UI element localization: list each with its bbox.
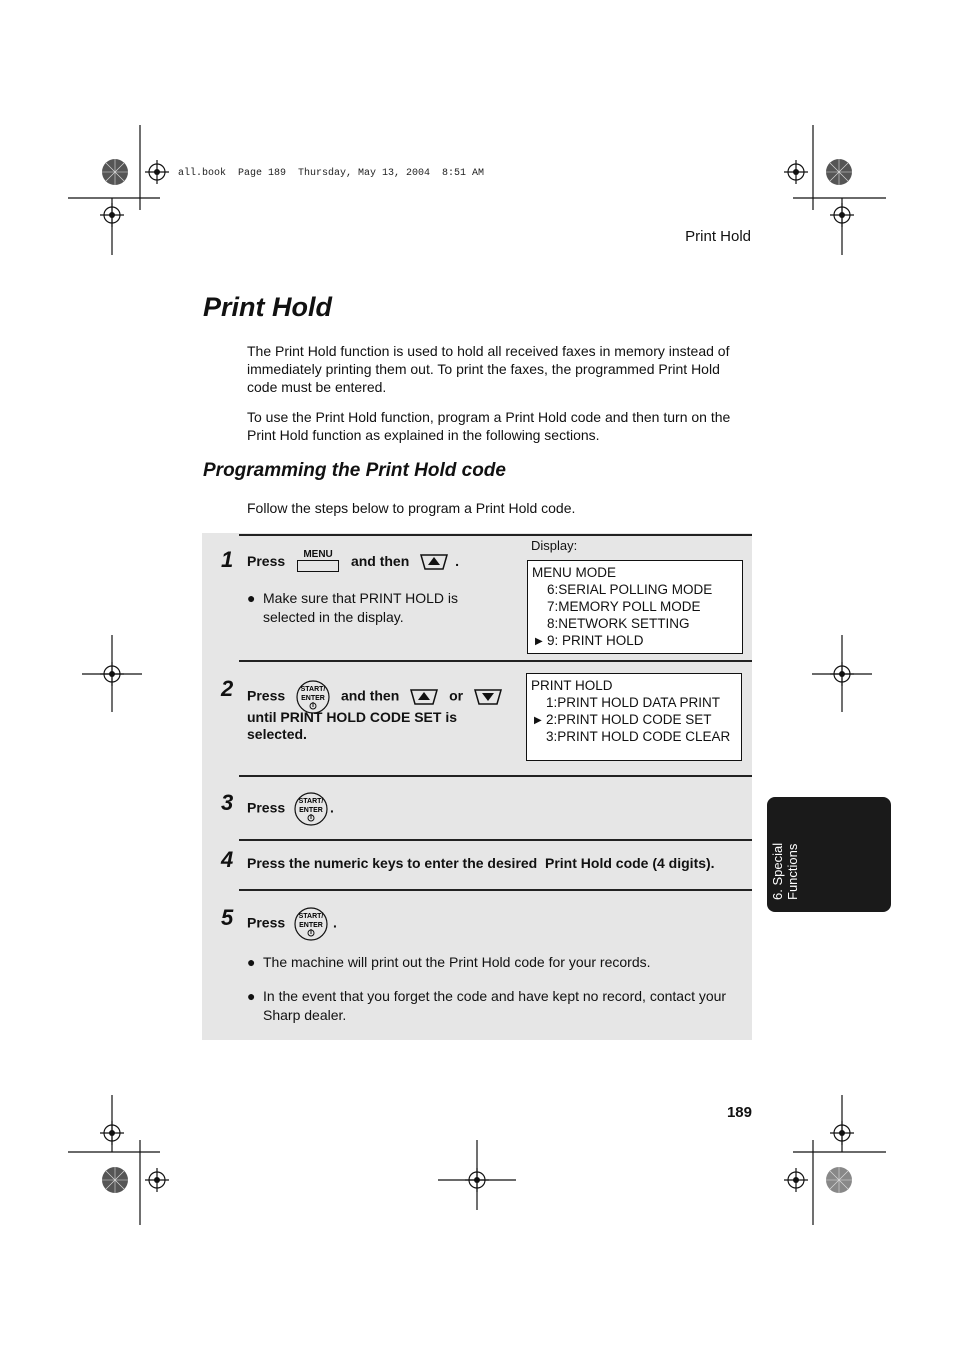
bullet-dot: ● [247, 590, 256, 606]
selector-arrow-icon: ▶ [535, 636, 543, 647]
start-enter-key-icon [293, 907, 329, 941]
step-1-instruction [247, 549, 460, 571]
step-text: until PRINT HOLD CODE SET is [247, 709, 458, 725]
step-5-instruction [247, 907, 337, 941]
lcd-line: PRINT HOLD [531, 678, 613, 693]
bullet-item [247, 987, 742, 1025]
step-number: 2 [221, 676, 234, 701]
key-label: ENTER [299, 807, 323, 814]
key-label: ENTER [299, 922, 323, 929]
bullet-text: The machine will print out the Print Hold code for your records. [263, 954, 651, 970]
page-title: Print Hold [203, 292, 332, 322]
step-text: or [449, 687, 464, 704]
up-arrow-key-icon [409, 688, 439, 706]
step-number: 1 [221, 547, 234, 572]
step-text: . [330, 799, 334, 816]
bullet-item [247, 589, 477, 627]
step-text: selected. [247, 726, 307, 742]
selector-arrow-icon: ▶ [534, 715, 542, 726]
chapter-tab-label: 6. Special Functions [770, 842, 800, 900]
lcd-line: 8:NETWORK SETTING [547, 616, 690, 631]
lcd-line: 3:PRINT HOLD CODE CLEAR [546, 729, 731, 744]
lcd-line: 7:MEMORY POLL MODE [547, 599, 701, 614]
step-text: Press [247, 687, 286, 704]
bullet-dot: ● [247, 954, 256, 970]
step-divider [239, 775, 752, 777]
step-text: . [455, 553, 460, 569]
lcd-line: MENU MODE [532, 565, 616, 580]
bullet-dot: ● [247, 988, 256, 1004]
step-3-instruction [247, 792, 334, 826]
lcd-display [527, 560, 743, 654]
step-number: 5 [221, 905, 234, 930]
bullet-text: In the event that you forget the code and have kept no record, contact your Sharp dealer. [263, 988, 727, 1023]
step-divider [239, 660, 752, 662]
step-text: Press [247, 799, 286, 816]
menu-key-icon [297, 549, 339, 571]
step-text: and then [340, 687, 400, 704]
lcd-display [526, 673, 742, 761]
lcd-line: 1:PRINT HOLD DATA PRINT [546, 695, 721, 710]
step-text: Press [247, 553, 286, 569]
lcd-line: 6:SERIAL POLLING MODE [547, 582, 713, 597]
step-number: 3 [221, 790, 234, 815]
lcd-line-selected: ▶ 2:PRINT HOLD CODE SET [534, 712, 712, 727]
key-label: START/ [298, 798, 324, 805]
step-text: . [333, 914, 337, 931]
intro-paragraph-1: The Print Hold function is used to hold all received faxes in memory instead of immediately printing them out. To print the faxes, the programmed Print Hold code must be entered. [247, 343, 730, 395]
menu-key-label: MENU [303, 549, 333, 561]
key-label: START/ [300, 686, 326, 693]
section-title: Programming the Print Hold code [203, 460, 506, 481]
print-metadata: all.book Page 189 Thursday, May 13, 2004 8:51 AM [178, 168, 485, 179]
intro-paragraph-2: To use the Print Hold function, program a Print Hold code and then turn on the Print Hold function as explained in the following sections. [247, 409, 731, 443]
bullet-text: Make sure that PRINT HOLD is selected in the display. [263, 590, 459, 625]
display-label: Display: [531, 538, 578, 553]
step-text: Press [247, 914, 286, 931]
step-number: 4 [221, 847, 234, 872]
step-4-instruction: Press the numeric keys to enter the desired Print Hold code (4 digits). [247, 855, 715, 871]
lcd-line-selected: ▶ 9: PRINT HOLD [535, 633, 644, 648]
key-label: START/ [298, 913, 324, 920]
step-divider [239, 534, 752, 536]
page-number: 189 [726, 1104, 752, 1121]
running-header: Print Hold [685, 228, 751, 245]
section-lead: Follow the steps below to program a Print Hold code. [247, 500, 576, 516]
key-label: ENTER [301, 695, 325, 702]
start-enter-key-icon [293, 792, 329, 826]
up-arrow-key-icon [419, 553, 449, 571]
step-divider [239, 889, 752, 891]
down-arrow-key-icon [473, 688, 503, 706]
bullet-item [247, 953, 742, 972]
step-text: and then [350, 553, 410, 569]
step-divider [239, 839, 752, 841]
